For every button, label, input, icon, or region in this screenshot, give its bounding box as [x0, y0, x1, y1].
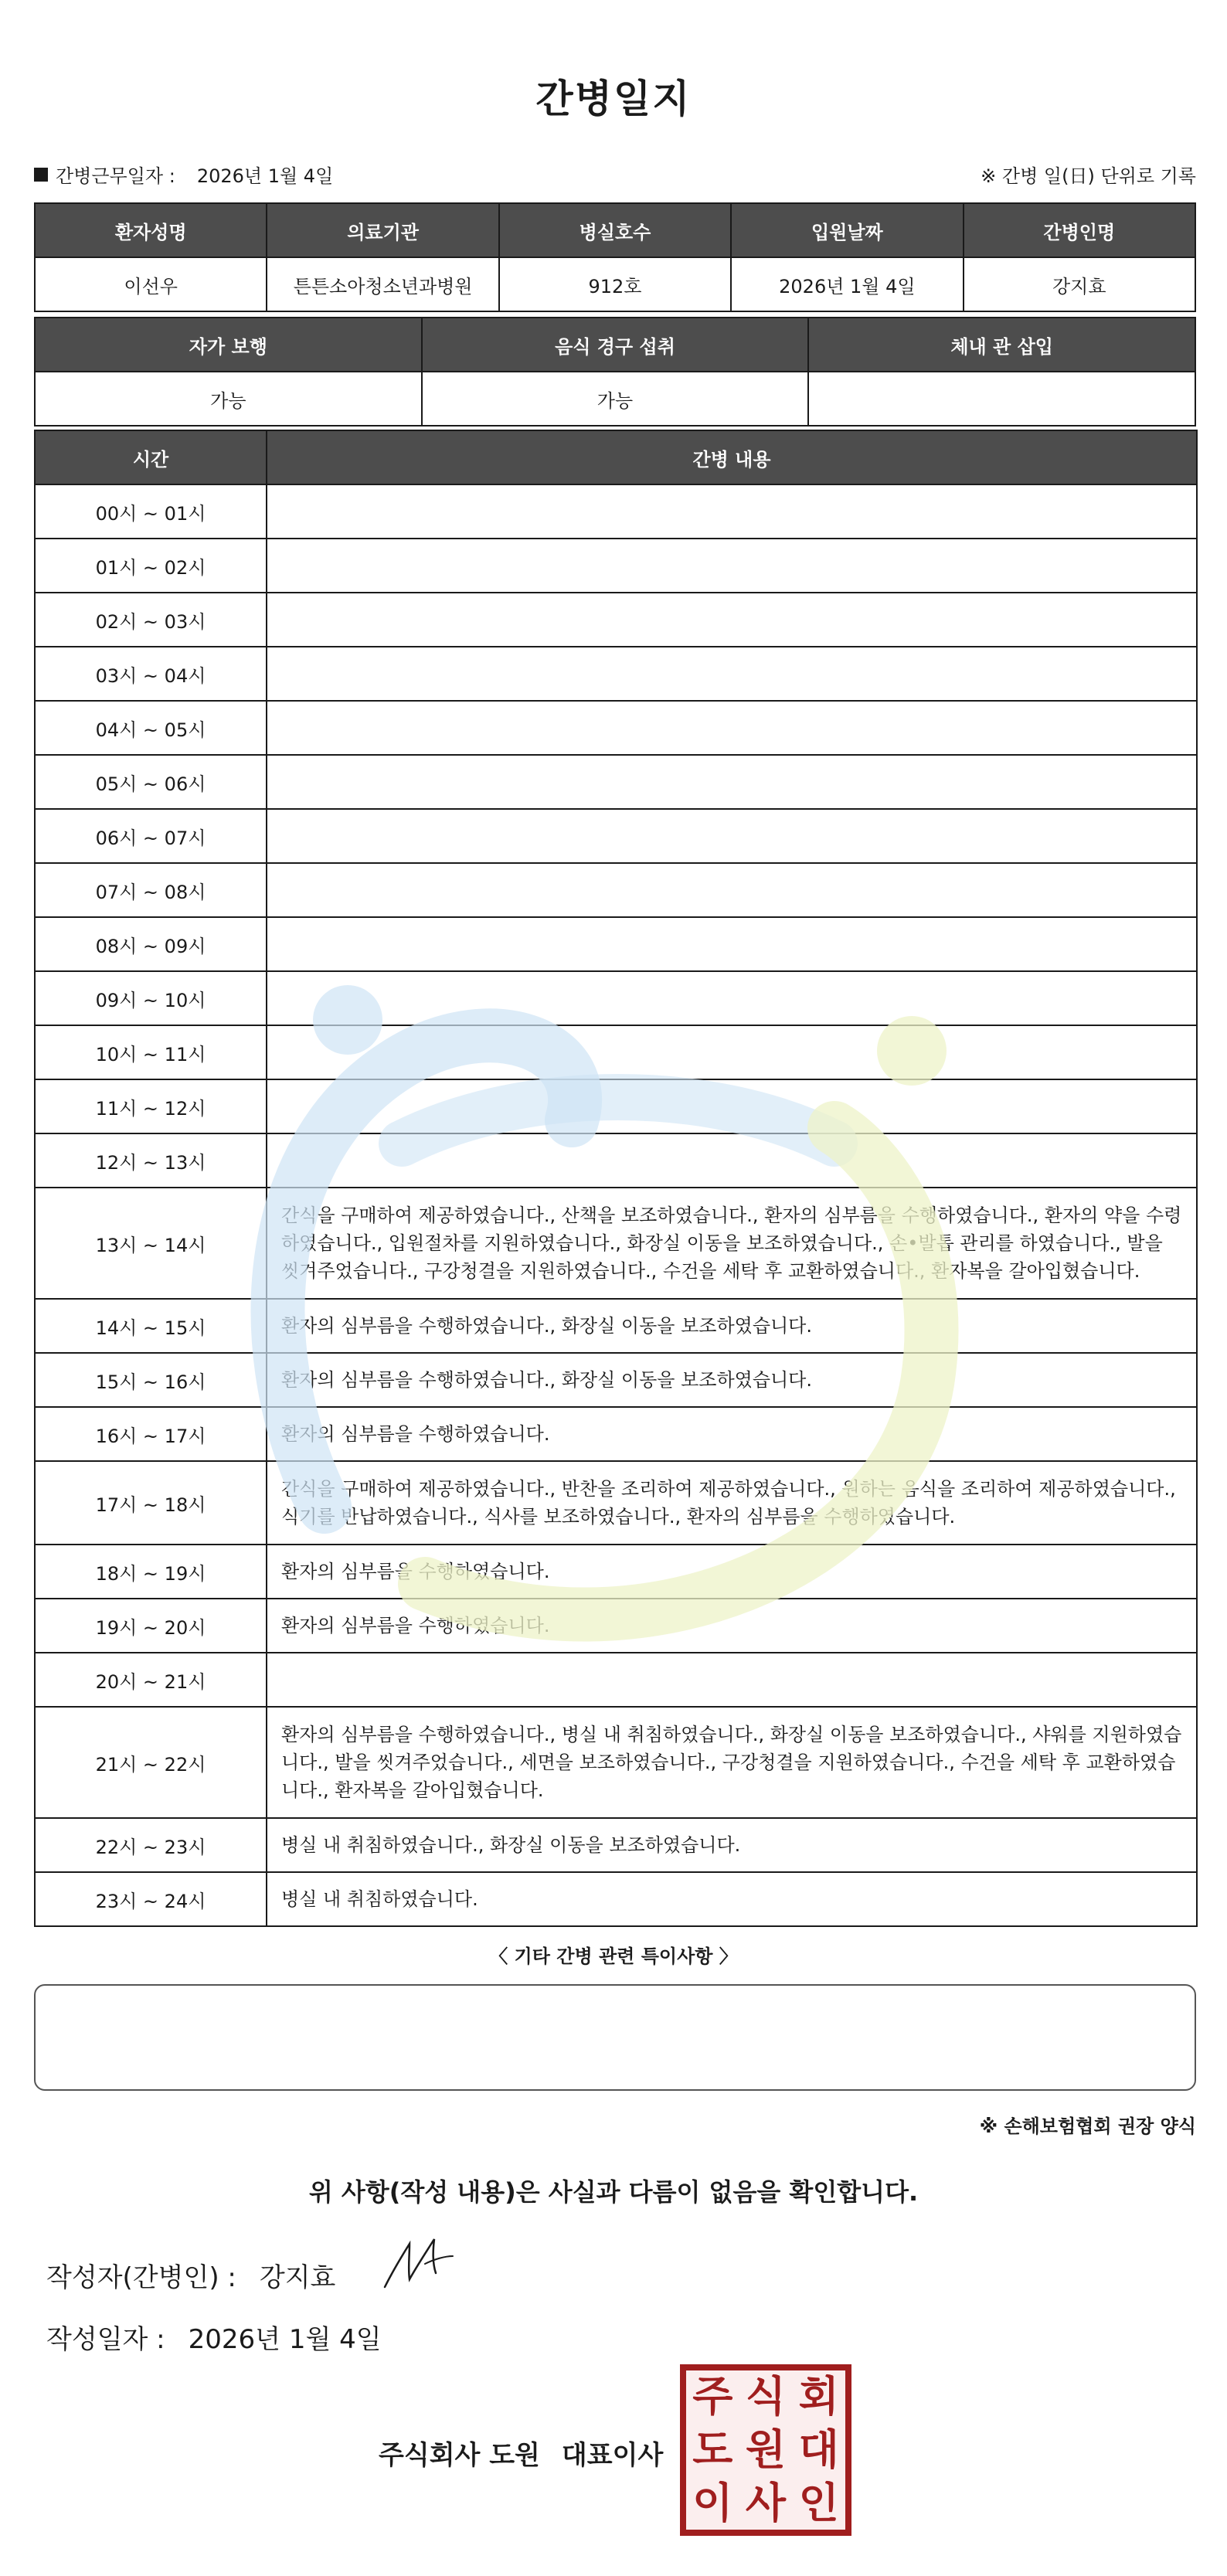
care-log-time: 05시 ~ 06시 [35, 755, 267, 809]
care-log-row [35, 1407, 1197, 1461]
tube-insertion-value [808, 372, 1195, 426]
care-log-time: 10시 ~ 11시 [35, 1025, 267, 1079]
care-log-time: 02시 ~ 03시 [35, 593, 267, 647]
care-log-content [267, 593, 1197, 647]
care-log-time: 22시 ~ 23시 [35, 1818, 267, 1872]
company-row [379, 2434, 663, 2472]
care-log-row [35, 1133, 1197, 1188]
care-log-row [35, 1818, 1197, 1872]
care-log-content [267, 647, 1197, 701]
care-log-content: 환자의 심부름을 수행하였습니다. [267, 1407, 1197, 1461]
care-log-content: 간식을 구매하여 제공하였습니다., 산책을 보조하였습니다., 환자의 심부름을 수행하였습니다., 환자의 약을 수령하였습니다., 입원절차를 지원하였습니다., 화장실 이동을 보조하였습니다., 손•발톱 관리를 하였습니다., 발을 씻겨주었습니다., 구강청결을 지원하였습니다., 수건을 세탁 후 교환하였습니다., 환자복을 갈아입혔습니다. [267, 1188, 1197, 1299]
care-log-row [35, 1707, 1197, 1818]
care-log-time: 08시 ~ 09시 [35, 917, 267, 971]
self-walking-value: 가능 [35, 372, 422, 426]
seal-character: 이 [692, 2478, 733, 2527]
care-log-time: 20시 ~ 21시 [35, 1653, 267, 1707]
care-log-content [267, 539, 1197, 593]
company-title: 대표이사 [561, 2440, 664, 2471]
care-log-content: 환자의 심부름을 수행하였습니다. [267, 1545, 1197, 1599]
care-log-time: 13시 ~ 14시 [35, 1188, 267, 1299]
header-caregiver-name: 간병인명 [964, 203, 1195, 257]
care-log-row [35, 755, 1197, 809]
care-log-time: 04시 ~ 05시 [35, 701, 267, 755]
care-log-row [35, 593, 1197, 647]
care-log-content [267, 1133, 1197, 1188]
care-log-time: 07시 ~ 08시 [35, 863, 267, 917]
seal-character: 회 [798, 2372, 839, 2421]
care-log-content: 간식을 구매하여 제공하였습니다., 반찬을 조리하여 제공하였습니다., 원하는 음식을 조리하여 제공하였습니다., 식기를 반납하였습니다., 식사를 보조하였습니다., 환자의 심부름을 수행하였습니다. [267, 1461, 1197, 1545]
header-oral-intake: 음식 경구 섭취 [422, 318, 809, 372]
writer-row [46, 2256, 335, 2294]
care-log-content [267, 1025, 1197, 1079]
care-log-content [267, 701, 1197, 755]
care-log-row [35, 1653, 1197, 1707]
care-log-row [35, 917, 1197, 971]
care-log-content: 환자의 심부름을 수행하였습니다. [267, 1599, 1197, 1653]
seal-character: 식 [745, 2372, 787, 2421]
care-log-row [35, 809, 1197, 863]
care-log-content [267, 1079, 1197, 1133]
recommend-note: ※ 손해보험협회 권장 양식 [979, 2116, 1196, 2137]
work-date-label: 간병근무일자 : [56, 165, 175, 187]
care-log-content [267, 809, 1197, 863]
bullet-square-icon [34, 168, 48, 182]
care-log-row [35, 539, 1197, 593]
confirmation-statement: 위 사항(작성 내용)은 사실과 다름이 없음을 확인합니다. [308, 2177, 919, 2207]
admission-date: 2026년 1월 4일 [731, 257, 963, 311]
care-log-content [267, 863, 1197, 917]
header-time: 시간 [35, 430, 267, 484]
care-log-row [35, 1188, 1197, 1299]
care-log-row [35, 701, 1197, 755]
room-number: 912호 [499, 257, 731, 311]
patient-info-table [34, 202, 1196, 312]
work-date-value: 2026년 1월 4일 [196, 165, 334, 187]
care-log-time: 21시 ~ 22시 [35, 1707, 267, 1818]
seal-character: 원 [745, 2425, 787, 2474]
care-log-content: 환자의 심부름을 수행하였습니다., 화장실 이동을 보조하였습니다. [267, 1299, 1197, 1353]
care-log-row [35, 1599, 1197, 1653]
seal-character: 도 [692, 2425, 733, 2474]
care-log-content [267, 1653, 1197, 1707]
document-title: 간병일지 [535, 76, 692, 121]
work-date-row [34, 161, 333, 188]
care-log-table [34, 430, 1198, 1927]
care-log-time: 19시 ~ 20시 [35, 1599, 267, 1653]
care-log-row [35, 1353, 1197, 1407]
care-log-content: 환자의 심부름을 수행하였습니다., 병실 내 취침하였습니다., 화장실 이동을 보조하였습니다., 샤워를 지원하였습니다., 발을 씻겨주었습니다., 세면을 보조하였습니다., 구강청결을 지원하였습니다., 수건을 세탁 후 교환하였습니다., 환자복을 갈아입혔습니다. [267, 1707, 1197, 1818]
writer-name: 강지효 [259, 2262, 336, 2293]
patient-name: 이선우 [35, 257, 267, 311]
signature-icon [379, 2233, 456, 2295]
hospital-name: 튼튼소아청소년과병원 [267, 257, 498, 311]
care-log-row [35, 971, 1197, 1025]
care-log-row [35, 1872, 1197, 1926]
care-log-time: 00시 ~ 01시 [35, 484, 267, 539]
header-hospital: 의료기관 [267, 203, 498, 257]
company-seal [680, 2364, 851, 2536]
care-log-row [35, 647, 1197, 701]
care-log-time: 23시 ~ 24시 [35, 1872, 267, 1926]
care-log-row [35, 1545, 1197, 1599]
care-log-time: 11시 ~ 12시 [35, 1079, 267, 1133]
header-room: 병실호수 [499, 203, 731, 257]
writer-label: 작성자(간병인) : [46, 2262, 236, 2293]
care-log-content [267, 755, 1197, 809]
unit-note: ※ 간병 일(日) 단위로 기록 [981, 165, 1196, 187]
write-date-row [46, 2318, 382, 2356]
header-care-content: 간병 내용 [267, 430, 1197, 484]
write-date-value: 2026년 1월 4일 [188, 2324, 382, 2355]
patient-status-table [34, 317, 1196, 427]
care-log-row [35, 484, 1197, 539]
company-name: 주식회사 도원 [379, 2440, 540, 2471]
care-log-content: 환자의 심부름을 수행하였습니다., 화장실 이동을 보조하였습니다. [267, 1353, 1197, 1407]
other-notes-title: 〈 기타 간병 관련 특이사항 〉 [489, 1946, 738, 1967]
seal-character: 사 [745, 2478, 787, 2527]
care-log-time: 16시 ~ 17시 [35, 1407, 267, 1461]
other-notes-box [34, 1984, 1196, 2091]
care-log-row [35, 1079, 1197, 1133]
care-log-row [35, 1025, 1197, 1079]
care-log-time: 12시 ~ 13시 [35, 1133, 267, 1188]
care-log-time: 09시 ~ 10시 [35, 971, 267, 1025]
care-log-content: 병실 내 취침하였습니다., 화장실 이동을 보조하였습니다. [267, 1818, 1197, 1872]
care-log-row [35, 1299, 1197, 1353]
care-log-time: 15시 ~ 16시 [35, 1353, 267, 1407]
care-log-content [267, 484, 1197, 539]
seal-character: 인 [798, 2478, 839, 2527]
care-log-content: 병실 내 취침하였습니다. [267, 1872, 1197, 1926]
seal-character: 대 [798, 2425, 839, 2474]
care-log-row [35, 863, 1197, 917]
care-log-time: 03시 ~ 04시 [35, 647, 267, 701]
header-tube-insertion: 체내 관 삽입 [808, 318, 1195, 372]
care-log-content [267, 917, 1197, 971]
care-log-time: 17시 ~ 18시 [35, 1461, 267, 1545]
care-log-content [267, 971, 1197, 1025]
seal-character: 주 [692, 2372, 733, 2421]
care-log-time: 14시 ~ 15시 [35, 1299, 267, 1353]
write-date-label: 작성일자 : [46, 2324, 165, 2355]
header-admission-date: 입원날짜 [731, 203, 963, 257]
caregiver-name: 강지효 [964, 257, 1195, 311]
oral-intake-value: 가능 [422, 372, 809, 426]
care-log-time: 18시 ~ 19시 [35, 1545, 267, 1599]
care-log-time: 06시 ~ 07시 [35, 809, 267, 863]
header-self-walking: 자가 보행 [35, 318, 422, 372]
care-log-row [35, 1461, 1197, 1545]
care-log-time: 01시 ~ 02시 [35, 539, 267, 593]
header-patient-name: 환자성명 [35, 203, 267, 257]
